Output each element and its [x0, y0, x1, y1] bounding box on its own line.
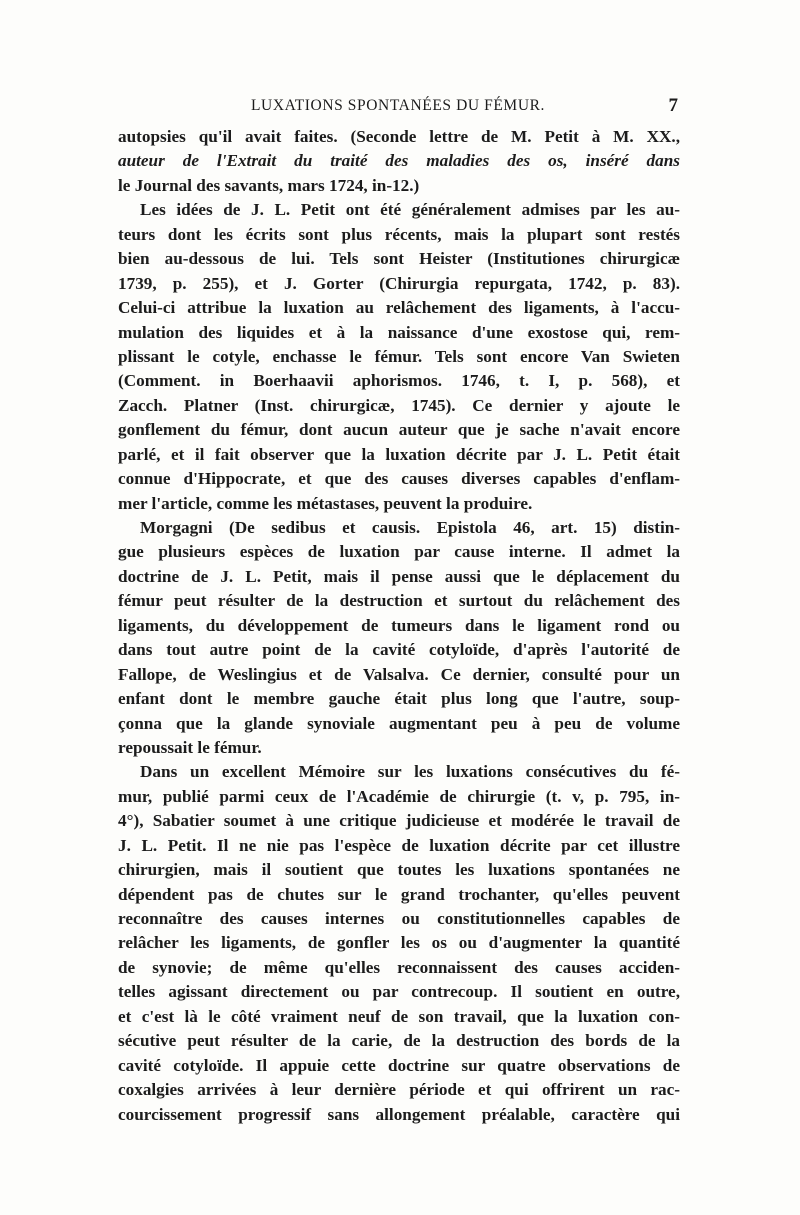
text-line: auteur de l'Extrait du traité des maladies des os, inséré dans	[118, 151, 680, 171]
text-line: gonflement du fémur, dont aucun auteur que je sache n'avait encore	[118, 420, 680, 440]
text-line: Fallope, de Weslingius et de Valsalva. Ce dernier, consulté pour un	[118, 664, 680, 684]
text-line: mur, publié parmi ceux de l'Académie de chirurgie (t. v, p. 795, in-	[118, 786, 680, 806]
text-line: courcissement progressif sans allongement préalable, caractère qui	[118, 1104, 680, 1124]
text-line: 4°), Sabatier soumet à une critique judicieuse et modérée le travail de	[118, 811, 680, 831]
text-line: Zacch. Platner (Inst. chirurgicæ, 1745). Ce dernier y ajoute le	[118, 395, 680, 415]
text-line: sécutive peut résulter de la carie, de la destruction des bords de la	[118, 1031, 680, 1051]
text-line: relâcher les ligaments, de gonfler les os ou d'augmenter la quantité	[118, 933, 680, 953]
text-line: connue d'Hippocrate, et que des causes diverses capables d'enflam-	[118, 469, 680, 489]
text-line: autopsies qu'il avait faites. (Seconde lettre de M. Petit à M. XX.,	[118, 127, 680, 146]
page-number: 7	[668, 95, 678, 116]
text-line: 1739, p. 255), et J. Gorter (Chirurgia repurgata, 1742, p. 83).	[118, 273, 680, 293]
text-line: J. L. Petit. Il ne nie pas l'espèce de luxation décrite par cet illustre	[118, 835, 680, 855]
running-title: LUXATIONS SPONTANÉES DU FÉMUR.	[250, 97, 546, 114]
text-line: le Journal des savants, mars 1724, in-12.)	[118, 175, 420, 195]
text-line: repoussait le fémur.	[118, 737, 262, 757]
text-line: gue plusieurs espèces de luxation par cause interne. Il admet la	[118, 542, 680, 562]
text-line: telles agissant directement ou par contrecoup. Il soutient en outre,	[118, 982, 680, 1002]
text-line: dans tout autre point de la cavité cotyloïde, d'après l'autorité de	[118, 640, 680, 660]
text-line: teurs dont les écrits sont plus récents, mais la plupart sont restés	[118, 224, 680, 244]
text-line: dépendent pas de chutes sur le grand trochanter, qu'elles peuvent	[118, 884, 680, 904]
text-line: coxalgies arrivées à leur dernière période et qui offrirent un rac-	[118, 1080, 680, 1100]
text-line: (Comment. in Boerhaavii aphorismos. 1746, t. I, p. 568), et	[118, 371, 680, 391]
text-line: ligaments, du développement de tumeurs dans le ligament rond ou	[118, 615, 680, 635]
text-line: Dans un excellent Mémoire sur les luxations consécutives du fé-	[140, 762, 680, 782]
text-line: de synovie; de même qu'elles reconnaissent des causes acciden-	[118, 957, 680, 977]
page-header	[118, 97, 678, 121]
text-line: mer l'article, comme les métastases, peuvent la produire.	[118, 493, 533, 513]
text-line: Morgagni (De sedibus et causis. Epistola 46, art. 15) distin-	[140, 518, 680, 537]
text-line: Celui-ci attribue la luxation au relâchement des ligaments, à l'accu-	[118, 298, 680, 318]
text-line: bien au-dessous de lui. Tels sont Heister (Institutiones chirurgicæ	[118, 249, 680, 269]
text-line: parlé, et il fait observer que la luxation décrite par J. L. Petit était	[118, 444, 680, 464]
text-line: fémur peut résulter de la destruction et surtout du relâchement des	[118, 591, 680, 611]
text-line: cavité cotyloïde. Il appuie cette doctrine sur quatre observations de	[118, 1055, 680, 1075]
text-line: et c'est là le côté vraiment neuf de son travail, que la luxation con-	[118, 1006, 680, 1026]
text-line: mulation des liquides et à la naissance d'une exostose qui, rem-	[118, 322, 680, 342]
text-line: plissant le cotyle, enchasse le fémur. Tels sont encore Van Swieten	[118, 346, 680, 366]
body-text	[118, 125, 680, 1127]
text-line: chirurgien, mais il soutient que toutes les luxations spontanées ne	[118, 860, 680, 880]
text-line: çonna que la glande synoviale augmentant peu à peu de volume	[118, 713, 680, 733]
text-line: reconnaître des causes internes ou constitutionnelles capables de	[118, 909, 680, 928]
text-line: doctrine de J. L. Petit, mais il pense aussi que le déplacement du	[118, 566, 680, 586]
text-line: Les idées de J. L. Petit ont été généralement admises par les au-	[140, 200, 680, 220]
text-line: enfant dont le membre gauche était plus long que l'autre, soup-	[118, 689, 680, 709]
